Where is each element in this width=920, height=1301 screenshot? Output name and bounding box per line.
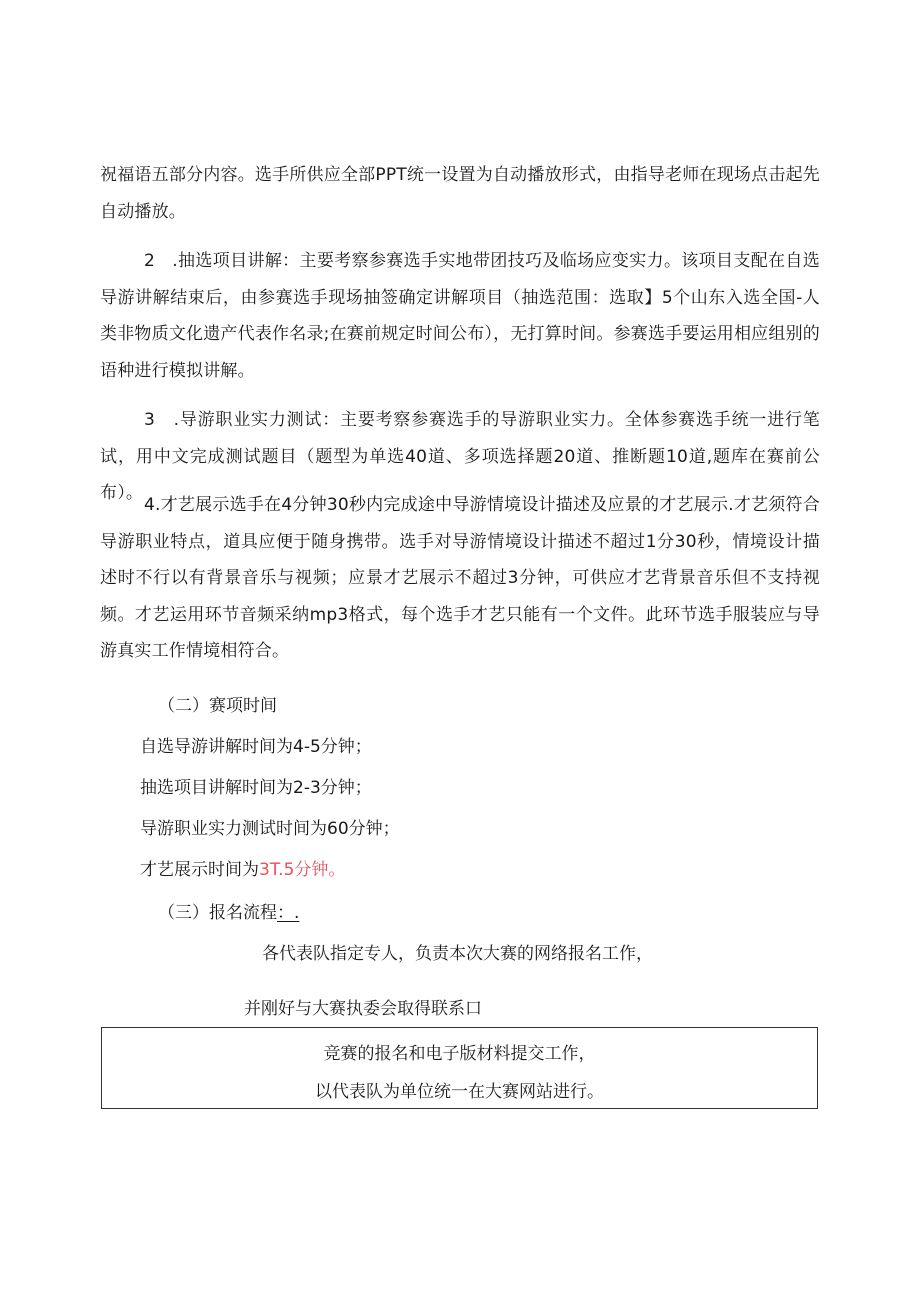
paragraph-draw-project-explanation: 2 .抽选项目讲解：主要考察参赛选手实地带团技巧及临场应变实力。该项目支配在自选导游讲解结束后，由参赛选手现场抽签确定讲解项目（抽选范围：选取】5个山东入选全国-人类非物质文化遗产代表作名录;在赛前规定时间公布），无打算时间。参赛选手要运用相应组别的语种进行模拟讲解。 [100,251,820,381]
flow-step-contact-committee: 并刚好与大赛执委会取得联系口 [244,999,482,1019]
section-heading-registration [158,901,299,925]
schedule-item-talent [140,858,345,882]
submission-box-line-1: 竞赛的报名和电子版材料提交工作， [323,1044,596,1064]
paragraph-career-ability-test: 3 .导游职业实力测试：主要考察参赛选手的导游职业实力。全体参赛选手统一进行笔试，用中文完成测试题目（题型为单选40道、多项选择题20道、推断题10道,题库在赛前公布）。 [100,410,820,503]
submission-box-line-2: 以代表队为单位统一在大赛网站进行。 [315,1082,604,1102]
flow-step-submission-box [101,1027,818,1109]
paragraph-talent-show: 4.才艺展示选手在4分钟30秒内完成途中导游情境设计描述及应景的才艺展示.才艺须符合导游职业特点，道具应便于随身携带。选手对导游情境设计描述不超过1分30秒，情境设计描述时不行以有背景音乐与视频；应景才艺展示不超过3分钟，可供应才艺背景音乐但不支持视频。才艺运用环节音频采纳mp3格式，每个选手才艺只能有一个文件。此环节选手服装应与导游真实工作情境相符合。 [100,495,820,661]
schedule-item-ability-test: 导游职业实力测试时间为60分钟； [140,819,400,839]
section-heading-schedule: （二）赛项时间 [158,696,277,716]
schedule-item-self-guided: 自选导游讲解时间为4-5分钟； [140,737,372,757]
registration-heading-suffix: ：. [277,903,300,923]
paragraph-ppt-playback: 祝福语五部分内容。选手所供应全部PPT统一设置为自动播放形式，由指导老师在现场点击起先自动播放。 [100,165,820,222]
flow-step-assign-staff: 各代表队指定专人，负责本次大赛的网络报名工作， [262,944,653,964]
registration-heading-text: （三）报名流程 [158,903,277,923]
talent-label: 才艺展示时间为 [140,860,259,880]
talent-duration-highlight: 3T.5分钟。 [259,860,346,880]
schedule-item-draw-project: 抽选项目讲解时间为2-3分钟； [140,778,372,798]
